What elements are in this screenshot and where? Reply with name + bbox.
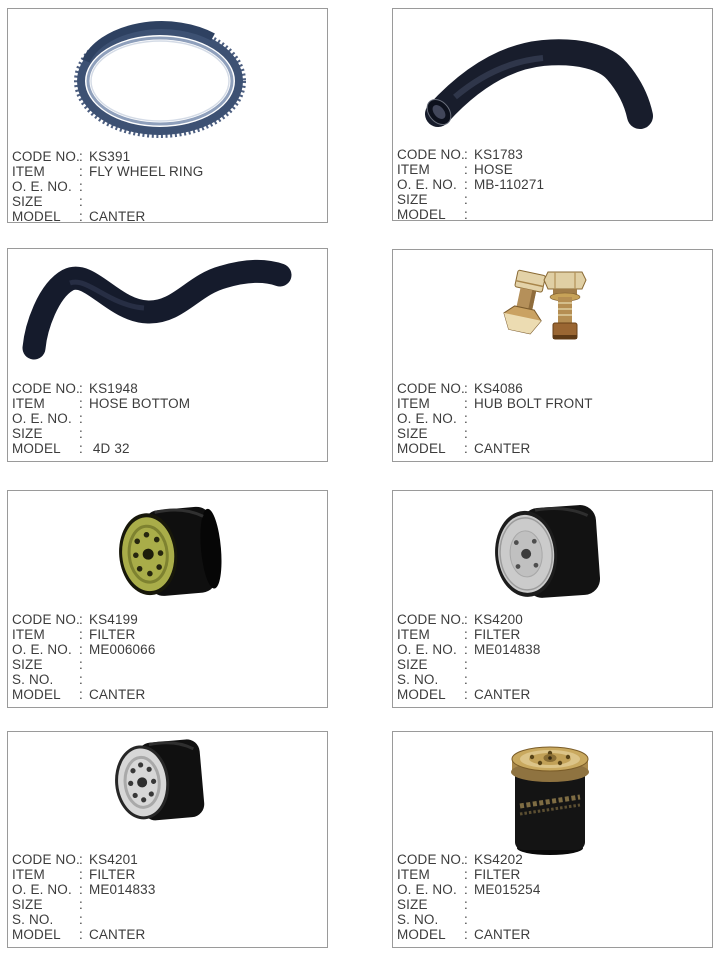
field-value: ME015254 xyxy=(474,882,541,897)
field-value xyxy=(474,912,710,927)
field-label: CODE NO. xyxy=(397,852,465,867)
field-value: KS1783 xyxy=(474,147,523,162)
field-row xyxy=(12,912,325,927)
field-row xyxy=(12,164,325,179)
product-fields xyxy=(397,612,710,702)
field-separator: : xyxy=(464,897,468,912)
field-row xyxy=(12,897,325,912)
field-value: KS4200 xyxy=(474,612,523,627)
field-row xyxy=(397,912,710,927)
field-row xyxy=(12,209,325,224)
hose-photo xyxy=(393,9,712,149)
field-row xyxy=(12,627,325,642)
field-label: ITEM xyxy=(12,164,45,179)
field-value: KS4202 xyxy=(474,852,523,867)
field-label: MODEL xyxy=(397,207,446,222)
field-label: CODE NO. xyxy=(12,852,80,867)
field-label: ITEM xyxy=(397,396,430,411)
field-label: O. E. NO. xyxy=(397,177,457,192)
field-label: O. E. NO. xyxy=(12,411,72,426)
field-separator: : xyxy=(464,192,468,207)
field-label: ITEM xyxy=(12,627,45,642)
field-separator: : xyxy=(464,927,468,942)
field-row xyxy=(397,411,710,426)
field-row xyxy=(397,657,710,672)
field-separator: : xyxy=(79,441,83,456)
hose-bottom-photo xyxy=(8,249,327,369)
field-row xyxy=(397,396,710,411)
field-label: MODEL xyxy=(12,687,61,702)
field-separator: : xyxy=(79,209,83,224)
field-row xyxy=(397,627,710,642)
field-row xyxy=(397,147,710,162)
field-value xyxy=(474,192,710,207)
field-value: HUB BOLT FRONT xyxy=(474,396,593,411)
field-separator: : xyxy=(464,627,468,642)
field-value xyxy=(474,897,710,912)
field-separator: : xyxy=(79,867,83,882)
field-label: CODE NO. xyxy=(397,381,465,396)
field-value xyxy=(474,207,710,222)
field-label: SIZE xyxy=(397,192,428,207)
field-value: HOSE xyxy=(474,162,513,177)
field-value: CANTER xyxy=(89,687,146,702)
product-card xyxy=(392,731,713,948)
field-value: FILTER xyxy=(89,627,136,642)
field-separator: : xyxy=(79,657,83,672)
field-label: SIZE xyxy=(397,426,428,441)
field-label: ITEM xyxy=(397,627,430,642)
field-separator: : xyxy=(464,162,468,177)
field-label: SIZE xyxy=(12,657,43,672)
field-value: KS4201 xyxy=(89,852,138,867)
field-row xyxy=(12,612,325,627)
field-label: MODEL xyxy=(12,441,61,456)
field-separator: : xyxy=(79,897,83,912)
field-separator: : xyxy=(464,912,468,927)
field-value xyxy=(474,657,710,672)
oil-filter-silver-face-photo xyxy=(393,491,712,606)
field-value xyxy=(474,426,710,441)
field-separator: : xyxy=(464,672,468,687)
field-row xyxy=(397,867,710,882)
product-fields xyxy=(397,852,710,942)
field-label: O. E. NO. xyxy=(12,179,72,194)
field-row xyxy=(397,177,710,192)
field-separator: : xyxy=(464,882,468,897)
field-value xyxy=(89,194,325,209)
field-row xyxy=(12,657,325,672)
product-fields xyxy=(12,612,325,702)
field-separator: : xyxy=(464,642,468,657)
product-card xyxy=(7,490,328,708)
field-label: S. NO. xyxy=(397,672,439,687)
fly-wheel-ring-photo xyxy=(8,9,327,154)
field-value: FILTER xyxy=(89,867,136,882)
field-label: ITEM xyxy=(397,867,430,882)
field-separator: : xyxy=(464,177,468,192)
field-separator: : xyxy=(79,164,83,179)
field-separator: : xyxy=(464,426,468,441)
field-value: KS391 xyxy=(89,149,131,164)
field-row xyxy=(397,612,710,627)
field-separator: : xyxy=(464,687,468,702)
field-separator: : xyxy=(464,867,468,882)
field-separator: : xyxy=(79,149,83,164)
field-separator: : xyxy=(79,627,83,642)
field-value xyxy=(89,672,325,687)
field-separator: : xyxy=(464,612,468,627)
field-separator: : xyxy=(79,179,83,194)
field-label: SIZE xyxy=(12,897,43,912)
field-row xyxy=(12,852,325,867)
product-fields xyxy=(397,147,710,222)
field-separator: : xyxy=(464,411,468,426)
field-label: ITEM xyxy=(397,162,430,177)
field-row xyxy=(12,441,325,456)
field-separator: : xyxy=(79,927,83,942)
field-row xyxy=(397,672,710,687)
field-separator: : xyxy=(79,852,83,867)
field-label: SIZE xyxy=(12,426,43,441)
field-label: CODE NO. xyxy=(12,381,80,396)
field-label: SIZE xyxy=(12,194,43,209)
field-row xyxy=(397,852,710,867)
field-separator: : xyxy=(79,411,83,426)
field-label: MODEL xyxy=(12,927,61,942)
field-label: MODEL xyxy=(397,441,446,456)
product-fields xyxy=(12,381,325,456)
field-value: FILTER xyxy=(474,627,521,642)
field-label: O. E. NO. xyxy=(12,882,72,897)
field-value: ME014833 xyxy=(89,882,156,897)
field-value: FILTER xyxy=(474,867,521,882)
field-label: CODE NO. xyxy=(397,612,465,627)
product-fields xyxy=(12,852,325,942)
field-separator: : xyxy=(464,147,468,162)
field-row xyxy=(397,162,710,177)
field-row xyxy=(12,179,325,194)
field-value: CANTER xyxy=(474,687,531,702)
field-separator: : xyxy=(79,912,83,927)
field-value: KS4199 xyxy=(89,612,138,627)
field-separator: : xyxy=(79,687,83,702)
field-row xyxy=(12,672,325,687)
oil-filter-olive-face-photo xyxy=(8,491,327,606)
field-value: HOSE BOTTOM xyxy=(89,396,191,411)
field-value xyxy=(89,657,325,672)
field-separator: : xyxy=(79,612,83,627)
field-value: FLY WHEEL RING xyxy=(89,164,204,179)
field-row xyxy=(12,867,325,882)
field-row xyxy=(12,642,325,657)
field-value: KS4086 xyxy=(474,381,523,396)
field-separator: : xyxy=(464,441,468,456)
field-value: CANTER xyxy=(474,441,531,456)
product-card xyxy=(392,8,713,221)
field-row xyxy=(12,882,325,897)
field-value xyxy=(474,672,710,687)
field-label: O. E. NO. xyxy=(397,411,457,426)
field-row xyxy=(12,411,325,426)
field-value xyxy=(89,179,325,194)
field-separator: : xyxy=(464,852,468,867)
field-label: CODE NO. xyxy=(12,149,80,164)
product-card xyxy=(7,731,328,948)
field-value: CANTER xyxy=(474,927,531,942)
field-row xyxy=(397,381,710,396)
field-label: S. NO. xyxy=(12,672,54,687)
field-row xyxy=(12,687,325,702)
field-row xyxy=(12,149,325,164)
field-label: O. E. NO. xyxy=(12,642,72,657)
field-label: S. NO. xyxy=(12,912,54,927)
field-separator: : xyxy=(79,426,83,441)
product-card xyxy=(392,490,713,708)
field-label: O. E. NO. xyxy=(397,882,457,897)
field-label: CODE NO. xyxy=(397,147,465,162)
field-row xyxy=(397,687,710,702)
field-value xyxy=(89,411,325,426)
field-value xyxy=(89,897,325,912)
field-row xyxy=(12,381,325,396)
oil-filter-white-face-photo xyxy=(8,732,327,832)
fuel-filter-brass-top-photo xyxy=(393,732,712,862)
field-value: 4D 32 xyxy=(89,441,130,456)
field-separator: : xyxy=(79,194,83,209)
field-value: MB-110271 xyxy=(474,177,545,192)
field-separator: : xyxy=(79,882,83,897)
field-row xyxy=(12,426,325,441)
field-value: KS1948 xyxy=(89,381,138,396)
field-row xyxy=(397,927,710,942)
field-label: MODEL xyxy=(397,687,446,702)
field-row xyxy=(397,426,710,441)
field-separator: : xyxy=(79,396,83,411)
field-separator: : xyxy=(79,672,83,687)
field-label: ITEM xyxy=(12,867,45,882)
field-label: S. NO. xyxy=(397,912,439,927)
field-separator: : xyxy=(464,396,468,411)
field-row xyxy=(397,882,710,897)
field-row xyxy=(397,192,710,207)
field-value: CANTER xyxy=(89,209,146,224)
field-label: MODEL xyxy=(12,209,61,224)
product-card xyxy=(392,249,713,462)
field-separator: : xyxy=(464,381,468,396)
field-separator: : xyxy=(464,207,468,222)
field-row xyxy=(397,897,710,912)
field-value xyxy=(474,411,710,426)
field-row xyxy=(397,441,710,456)
product-fields xyxy=(397,381,710,456)
product-card xyxy=(7,248,328,462)
field-label: MODEL xyxy=(397,927,446,942)
field-separator: : xyxy=(79,381,83,396)
field-row xyxy=(397,207,710,222)
field-value xyxy=(89,426,325,441)
field-separator: : xyxy=(464,657,468,672)
field-row xyxy=(12,396,325,411)
field-value: ME006066 xyxy=(89,642,156,657)
field-row xyxy=(12,927,325,942)
field-label: SIZE xyxy=(397,657,428,672)
field-row xyxy=(397,642,710,657)
field-value xyxy=(89,912,325,927)
field-value: ME014838 xyxy=(474,642,541,657)
field-value: CANTER xyxy=(89,927,146,942)
field-separator: : xyxy=(79,642,83,657)
hub-bolt-front-photo xyxy=(393,250,712,365)
field-label: CODE NO. xyxy=(12,612,80,627)
field-row xyxy=(12,194,325,209)
field-label: O. E. NO. xyxy=(397,642,457,657)
field-label: ITEM xyxy=(12,396,45,411)
product-card xyxy=(7,8,328,223)
product-fields xyxy=(12,149,325,224)
field-label: SIZE xyxy=(397,897,428,912)
